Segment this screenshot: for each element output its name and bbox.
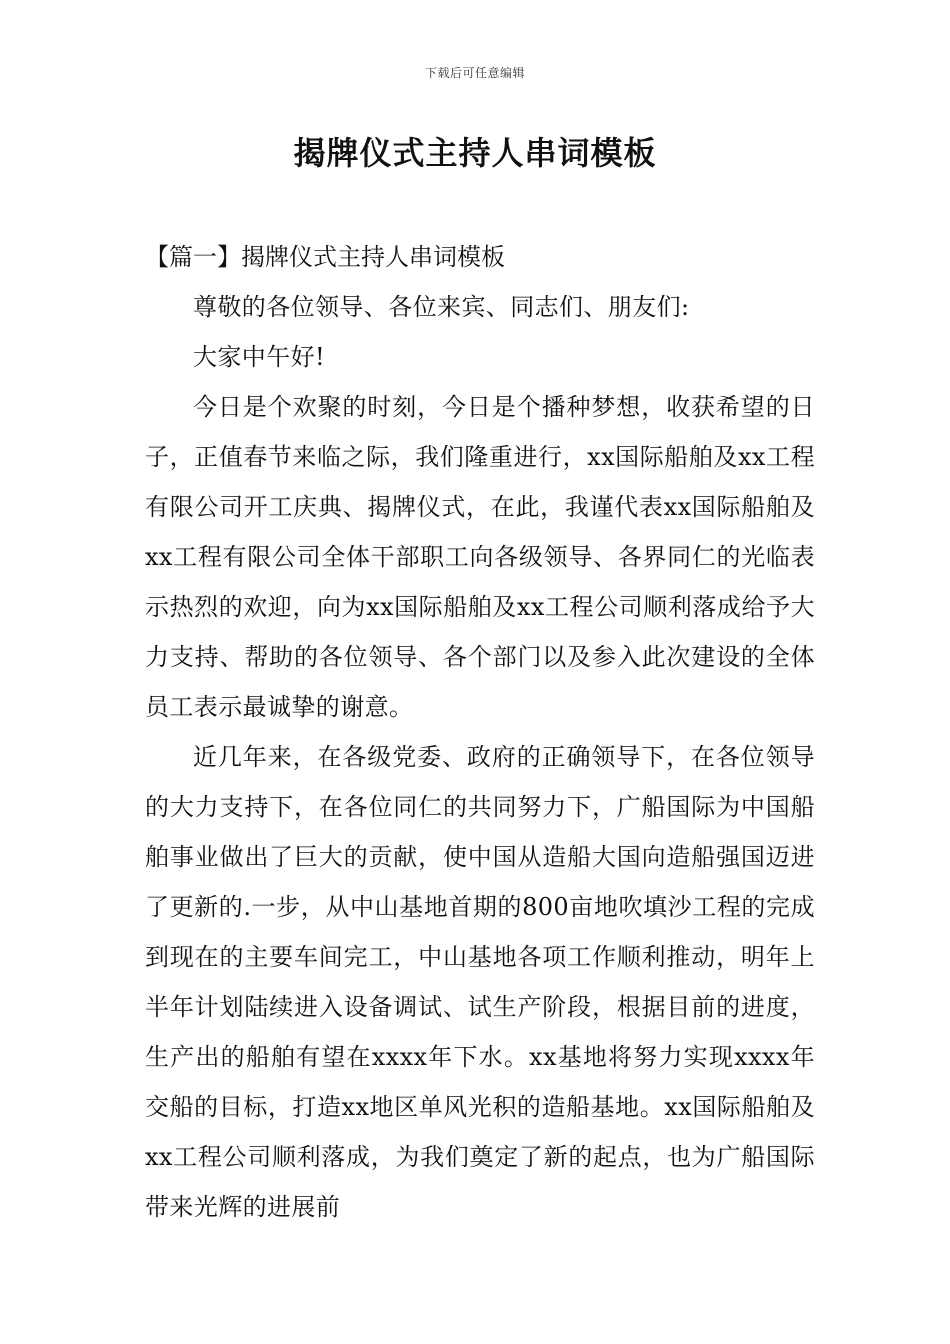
document-title: 揭牌仪式主持人串词模板: [293, 134, 657, 172]
header-note: 下载后可任意编辑: [424, 66, 525, 80]
salutation-paragraph: 尊敬的各位领导、各位来宾、同志们、朋友们:: [193, 293, 690, 321]
body-paragraph: 近几年来，在各级党委、政府的正确领导下，在各位领导的大力支持下，在各位同仁的共同努力下，广船国际为中国船舶事业做出了巨大的贡献，使中国从造船大国向造船强国迈进了更新的.一步，从中山基地首期的800亩地吹填沙工程的完成到现在的主要车间完工，中山基地各项工作顺利推动，明年上半年计划陆续进入设备调试、试生产阶段，根据目前的进度，生产出的船舶有望在xxxx年下水。xx基地将努力实现xxxx年交船的目标，打造xx地区单风光积的造船基地。xx国际船舶及xx工程公司顺利落成，为我们奠定了新的起点，也为广船国际带来光辉的进展前: [145, 743, 815, 1221]
greeting-paragraph: 大家中午好!: [193, 343, 326, 371]
section-heading: 【篇一】揭牌仪式主持人串词模板: [145, 243, 505, 271]
document-body: [145, 232, 815, 1232]
body-paragraph: 今日是个欢聚的时刻，今日是个播种梦想，收获希望的日子，正值春节来临之际，我们隆重进行，xx国际船舶及xx工程有限公司开工庆典、揭牌仪式，在此，我谨代表xx国际船舶及xx工程有限公司全体干部职工向各级领导、各界同仁的光临表示热烈的欢迎，向为xx国际船舶及xx工程公司顺利落成给予大力支持、帮助的各位领导、各个部门以及参入此次建设的全体员工表示最诚挚的谢意。: [145, 393, 815, 721]
